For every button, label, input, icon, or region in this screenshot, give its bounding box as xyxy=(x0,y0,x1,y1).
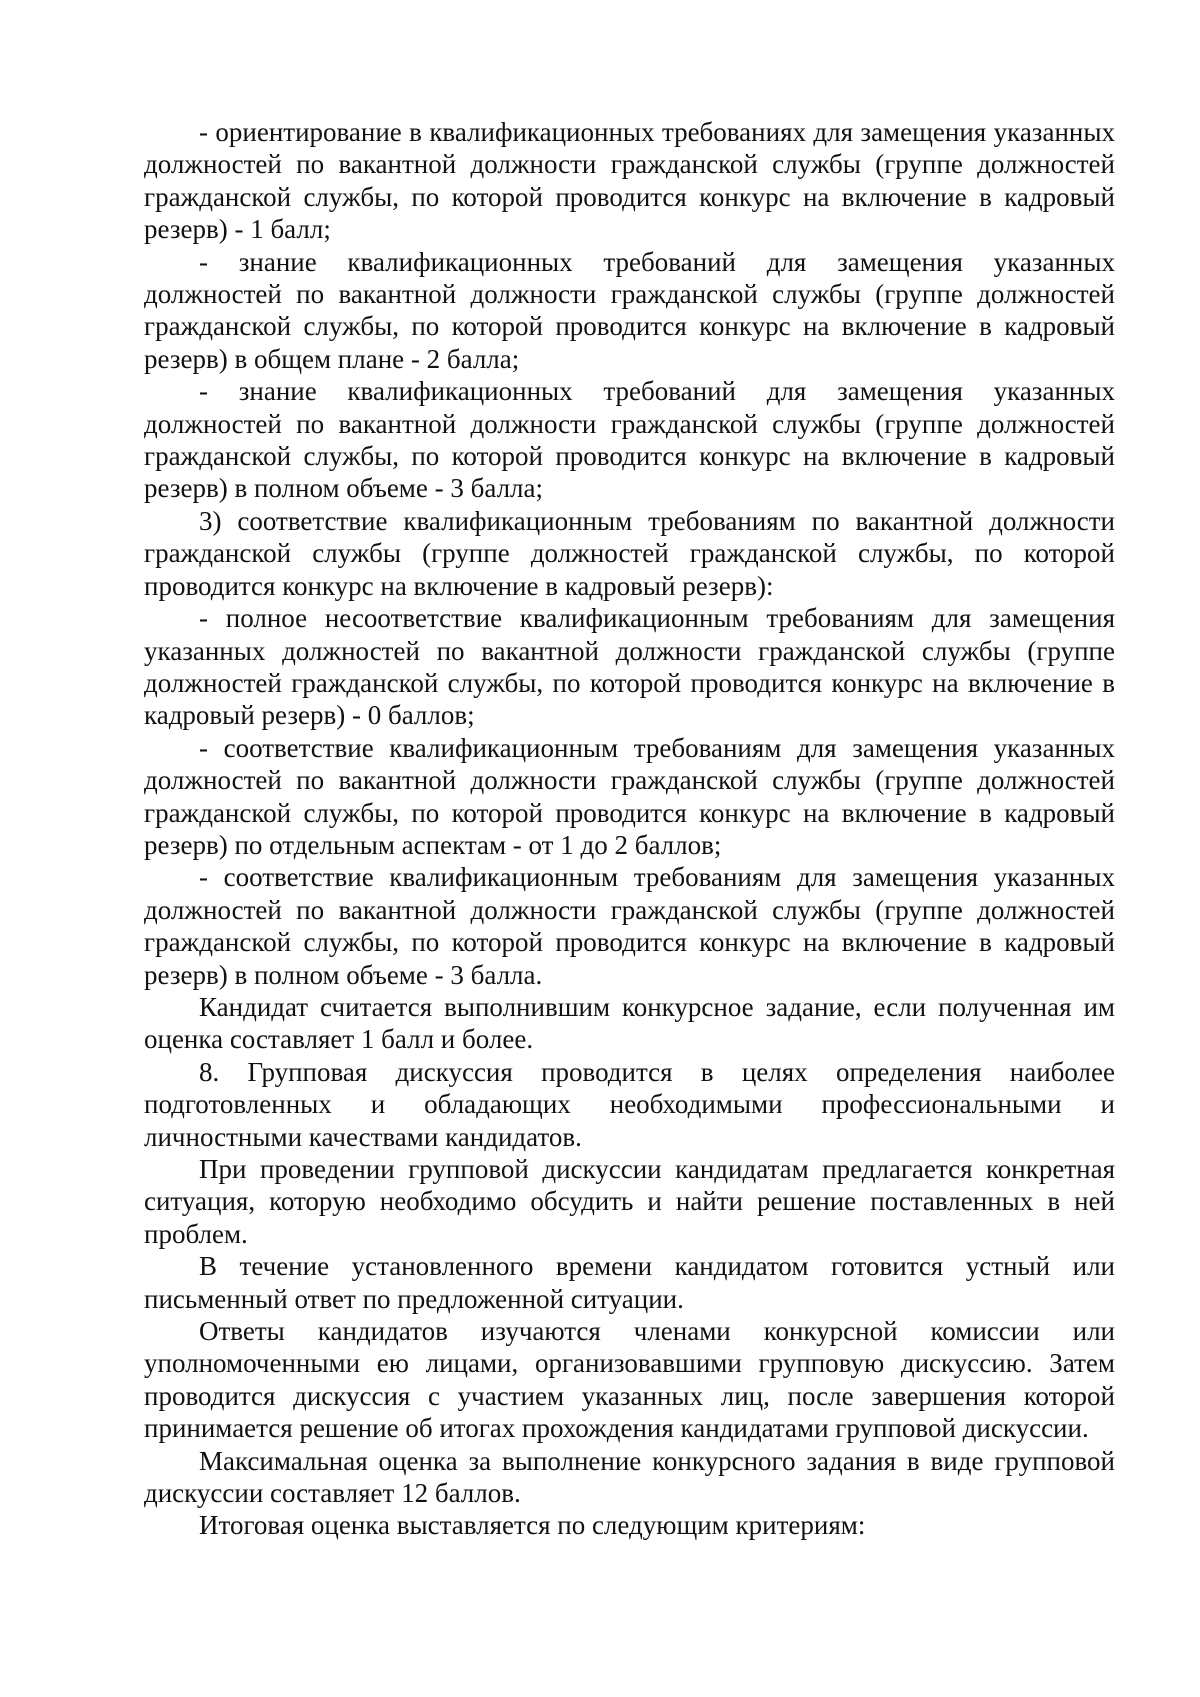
paragraph-knowledge-general-2-points: - знание квалификационных требований для замещения указанных должностей по вакантной должности гражданской службы (группе должностей гражданской службы, по которой проводится конкурс на включение в кадровый резерв) в общем плане - 2 балла; xyxy=(144,246,1115,374)
paragraph-final-score-criteria: Итоговая оценка выставляется по следующим критериям: xyxy=(199,1510,866,1541)
paragraph-candidate-passed-condition: Кандидат считается выполнившим конкурсное задание, если полученная им оценка составляет 1 балл и более. xyxy=(144,991,1115,1055)
paragraph-criterion-3-compliance: 3) соответствие квалификационным требованиям по вакантной должности гражданской службы (группе должностей гражданской службы, по которой проводится конкурс на включение в кадровый резерв): xyxy=(144,505,1115,601)
paragraph-max-score-12-points: Максимальная оценка за выполнение конкурсного задания в виде групповой дискуссии составляет 12 баллов. xyxy=(144,1445,1115,1509)
paragraph-knowledge-full-3-points: - знание квалификационных требований для замещения указанных должностей по вакантной должности гражданской службы (группе должностей гражданской службы, по которой проводится конкурс на включение в кадровый резерв) в полном объеме - 3 балла; xyxy=(144,376,1115,504)
document-body xyxy=(144,116,1115,1542)
paragraph-full-noncompliance-0-points: - полное несоответствие квалификационным требованиям для замещения указанных должностей по вакантной должности гражданской службы (группе должностей гражданской службы, по которой проводится конкурс на включение в кадровый резерв) - 0 баллов; xyxy=(144,603,1115,731)
paragraph-answer-preparation: В течение установленного времени кандидатом готовится устный или письменный ответ по предложенной ситуации. xyxy=(144,1251,1115,1314)
paragraph-full-compliance-3-points: - соответствие квалификационным требованиям для замещения указанных должностей по вакантной должности гражданской службы (группе должностей гражданской службы, по которой проводится конкурс на включение в кадровый резерв) в полном объеме - 3 балла. xyxy=(144,862,1115,990)
paragraph-answers-review: Ответы кандидатов изучаются членами конкурсной комиссии или уполномоченными ею лицами, организовавшими групповую дискуссию. Затем проводится дискуссия с участием указанных лиц, после завершения которой принимается решение об итогах прохождения кандидатами групповой дискуссии. xyxy=(144,1316,1115,1444)
paragraph-partial-compliance-1-2-points: - соответствие квалификационным требованиям для замещения указанных должностей по вакантной должности гражданской службы (группе должностей гражданской службы, по которой проводится конкурс на включение в кадровый резерв) по отдельным аспектам - от 1 до 2 баллов; xyxy=(144,732,1115,860)
paragraph-discussion-situation: При проведении групповой дискуссии кандидатам предлагается конкретная ситуация, которую необходимо обсудить и найти решение поставленных в ней проблем. xyxy=(144,1154,1115,1249)
paragraph-orientation-1-point: - ориентирование в квалификационных требованиях для замещения указанных должностей по вакантной должности гражданской службы (группе должностей гражданской службы, по которой проводится конкурс на включение в кадровый резерв) - 1 балл; xyxy=(144,117,1115,245)
paragraph-section-8-group-discussion: 8. Групповая дискуссия проводится в целях определения наиболее подготовленных и обладающих необходимыми профессиональными и личностными качествами кандидатов. xyxy=(144,1056,1115,1152)
